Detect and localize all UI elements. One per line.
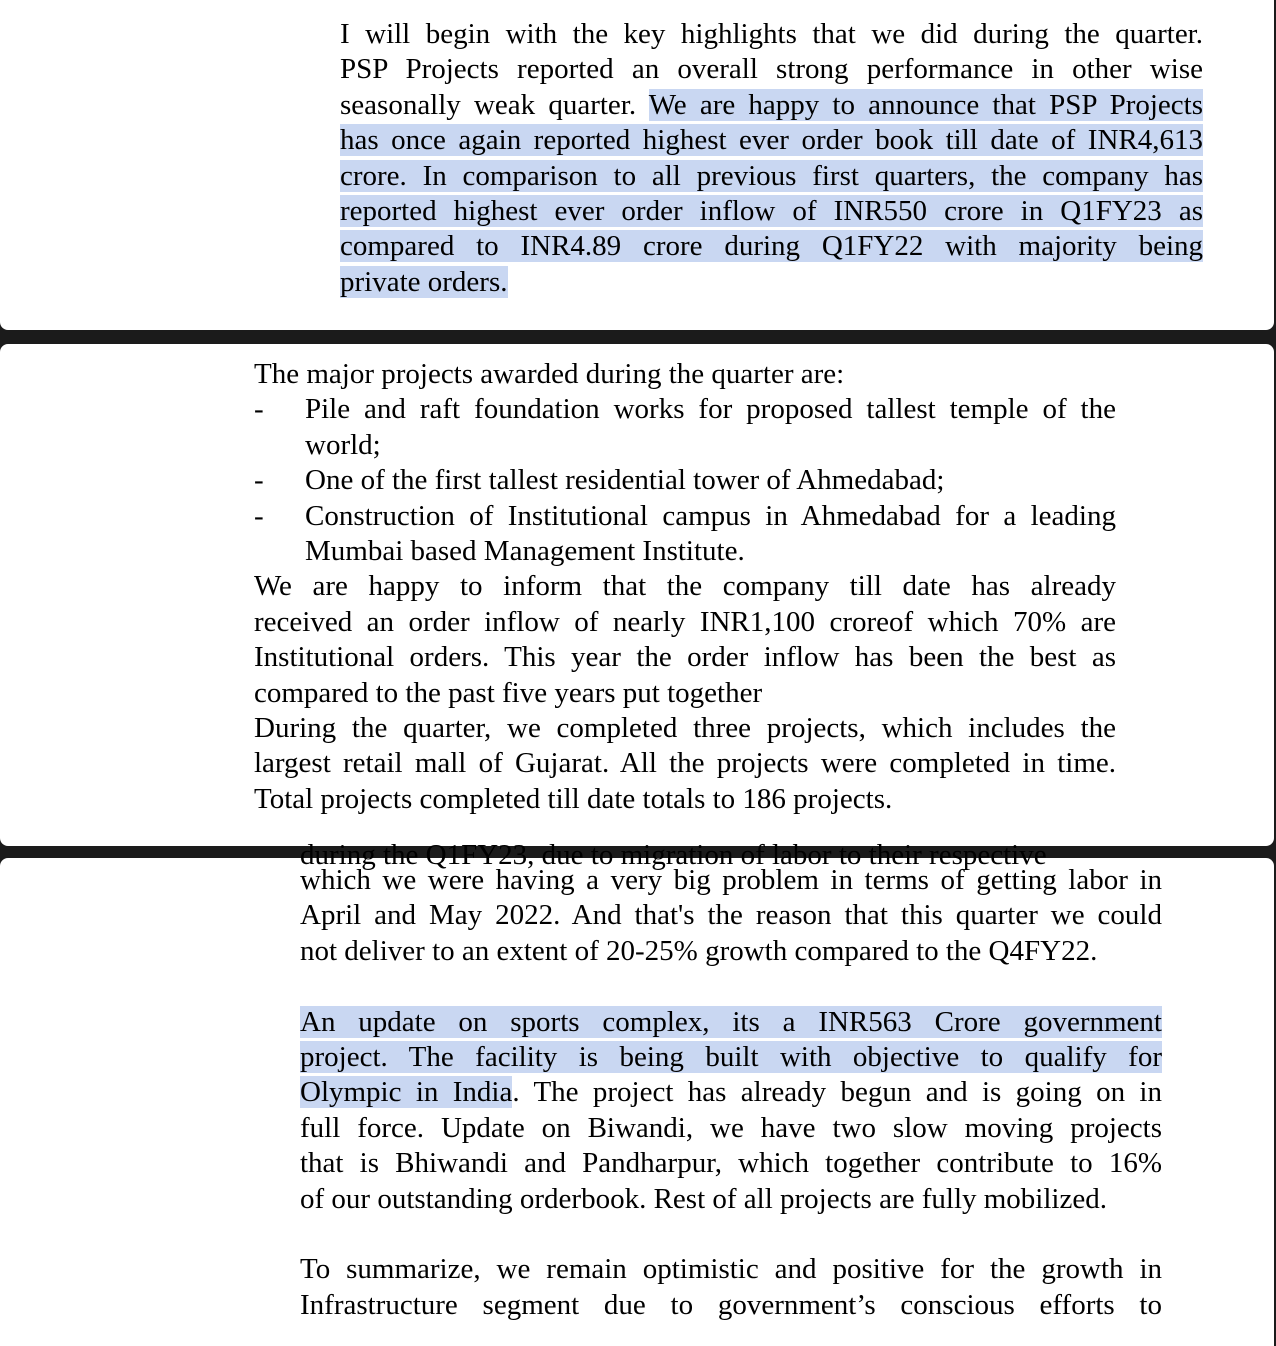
bullet-dash: - <box>254 464 264 497</box>
text-line <box>340 123 1203 158</box>
text-line <box>340 159 1203 194</box>
highlighted-text: has once again reported highest ever order book till date of INR4,613 <box>340 124 1203 157</box>
paragraph-order-inflow <box>254 569 1116 711</box>
text-line: Infrastructure segment due to government’s conscious efforts to <box>300 1288 1162 1321</box>
text-line: PSP Projects reported an overall strong performance in other wise <box>340 53 1203 86</box>
text-line <box>300 1040 1162 1075</box>
plain-text: seasonally weak quarter. <box>340 88 649 121</box>
text-line: not deliver to an extent of 20-25% growth compared to the Q4FY22. <box>300 934 1098 967</box>
text-line <box>340 265 1203 300</box>
text-line: Total projects completed till date totals to 186 projects. <box>254 782 893 815</box>
bullet-dash: - <box>254 393 264 426</box>
paragraph-spacer <box>300 969 1162 1004</box>
text-line: Institutional orders. This year the order inflow has been the best as <box>254 641 1116 674</box>
text-line <box>340 229 1203 264</box>
section-intro: The major projects awarded during the quarter are: <box>254 358 845 390</box>
text-line: April and May 2022. And that's the reason that this quarter we could <box>300 899 1162 932</box>
list-item-text: Pile and raft foundation works for proposed tallest temple of the <box>305 393 1116 426</box>
bullet-dash: - <box>254 499 264 532</box>
update-section <box>300 863 1162 1323</box>
list-item-text: One of the first tallest residential tower of Ahmedabad; <box>305 464 945 497</box>
list-item <box>254 499 1116 570</box>
list-item-text: world; <box>305 428 381 461</box>
highlighted-text: crore. In comparison to all previous first quarters, the company has <box>340 159 1203 192</box>
plain-text: . The project has already begun and is going on in <box>512 1076 1162 1109</box>
list-item-text: Mumbai based Management Institute. <box>305 534 745 567</box>
clipped-text-line: during the Q1FY23, due to migration of labor to their respective <box>300 839 1047 871</box>
paragraph-sports-complex <box>300 1005 1162 1217</box>
text-line: of our outstanding orderbook. Rest of all projects are fully mobilized. <box>300 1182 1107 1215</box>
highlighted-text: compared to INR4.89 crore during Q1FY22 with majority being <box>340 230 1203 263</box>
text-line: We are happy to inform that the company till date has already <box>254 570 1116 603</box>
highlighted-text: reported highest ever order inflow of INR550 crore in Q1FY23 as <box>340 194 1203 227</box>
highlighted-text: We are happy to announce that PSP Projects <box>648 88 1203 121</box>
highlighted-text: An update on sports complex, its a INR563 Crore government <box>300 1005 1162 1038</box>
paragraph-spacer <box>300 1217 1162 1252</box>
list-item-text: Construction of Institutional campus in Ahmedabad for a leading <box>305 499 1116 532</box>
text-line: To summarize, we remain optimistic and positive for the growth in <box>300 1253 1162 1286</box>
text-line <box>340 88 1203 123</box>
bullet-list <box>254 392 1116 569</box>
paragraph-summary <box>300 1252 1162 1323</box>
text-line: largest retail mall of Gujarat. All the projects were completed in time. <box>254 747 1116 780</box>
text-line: I will begin with the key highlights that we did during the quarter. <box>340 18 1203 50</box>
highlighted-text: private orders. <box>340 265 508 298</box>
list-item <box>254 463 1116 498</box>
text-line: that is Bhiwandi and Pandharpur, which together contribute to 16% <box>300 1147 1162 1180</box>
text-line: which we were having a very big problem in terms of getting labor in <box>300 864 1162 896</box>
text-line <box>300 1075 1162 1110</box>
highlighted-text: project. The facility is being built with objective to qualify for <box>300 1040 1162 1073</box>
text-line: compared to the past five years put together <box>254 676 763 709</box>
projects-section <box>254 357 1116 817</box>
paragraph-completed-projects <box>254 711 1116 817</box>
text-line <box>340 194 1203 229</box>
text-line: received an order inflow of nearly INR1,100 croreof which 70% are <box>254 605 1116 638</box>
paragraph-labor <box>300 863 1162 969</box>
paragraph-highlights <box>340 17 1203 300</box>
text-line: full force. Update on Biwandi, we have two slow moving projects <box>300 1111 1162 1144</box>
highlighted-text: Olympic in India <box>300 1076 513 1109</box>
text-line: During the quarter, we completed three projects, which includes the <box>254 711 1116 744</box>
text-line <box>300 1005 1162 1040</box>
document-page-1 <box>0 0 1274 330</box>
list-item <box>254 392 1116 463</box>
